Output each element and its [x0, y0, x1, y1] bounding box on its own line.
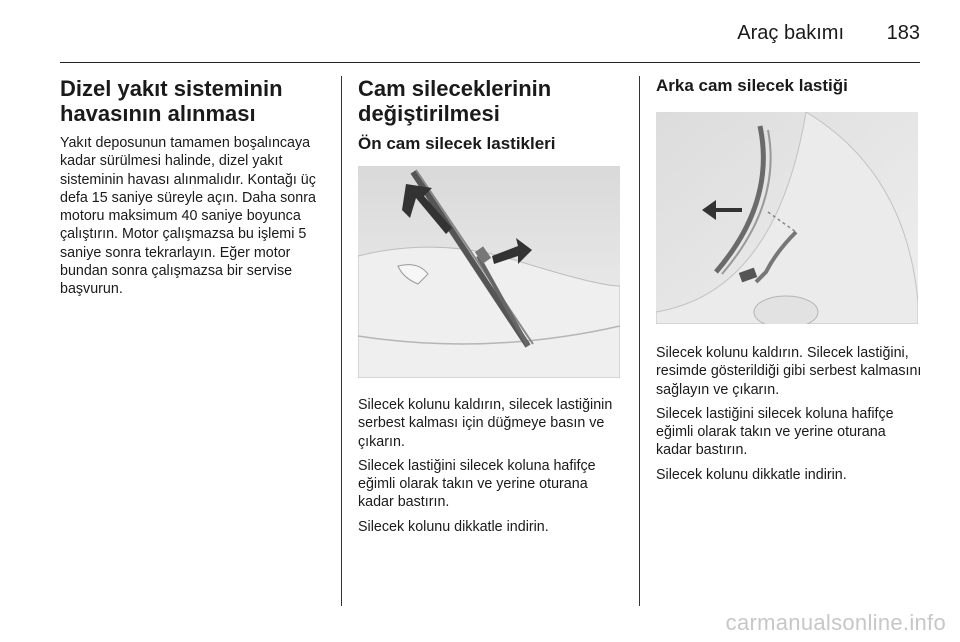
section-title: Araç bakımı: [737, 22, 844, 44]
rear-wiper-subheading: Arka cam silecek lastiği: [656, 76, 848, 95]
front-wiper-illustration-icon: [358, 166, 620, 378]
rear-wiper-illustration-icon: [656, 112, 918, 324]
front-wiper-step-1: Silecek kolunu kaldırın, silecek lastiğinin serbest kalması için düğmeye basın ve çıkarın.: [358, 397, 613, 450]
rear-wiper-figure: [656, 112, 918, 324]
column-divider: [639, 76, 640, 606]
front-wiper-subheading: Ön cam silecek lastikleri: [358, 134, 556, 153]
front-wiper-step-3: Silecek kolunu dikkatle indirin.: [358, 518, 549, 535]
rear-wiper-step-3: Silecek kolunu dikkatle indirin.: [656, 466, 847, 483]
diesel-paragraph: Yakıt deposunun tamamen boşalıncaya kadar sürülmesi halinde, dizel yakıt sisteminin havası alınmalıdır. Kontağı üç defa 15 saniye süreyle açın. Daha sonra motoru maksimum 40 saniye boyunca çalıştırın. Motor çalışmazsa bu işlemi 5 saniye sonra tekrarlayın. Eğer motor bundan sonra çalışmazsa bir servise başvurun.: [60, 135, 316, 298]
column-wiper-replacement: [358, 76, 624, 542]
column-rear-wiper: [656, 76, 922, 490]
diesel-heading: Dizel yakıt sisteminin havasının alınması: [60, 76, 283, 126]
page-header: [60, 16, 920, 63]
column-divider: [341, 76, 342, 606]
front-wiper-figure: [358, 166, 620, 378]
column-diesel-bleeding: [60, 76, 328, 305]
rear-wiper-step-1: Silecek kolunu kaldırın. Silecek lastiğini, resimde gösterildiği gibi serbest kalmasını sağlayın ve çıkarın.: [656, 345, 922, 398]
front-wiper-step-2: Silecek lastiğini silecek koluna hafifçe eğimli olarak takın ve yerine oturana kadar bastırın.: [358, 457, 596, 511]
wiper-heading: Cam sileceklerinin değiştirilmesi: [358, 76, 552, 126]
page-number: 183: [886, 22, 920, 44]
rear-wiper-step-2: Silecek lastiğini silecek koluna hafifçe eğimli olarak takın ve yerine oturana kadar bastırın.: [656, 405, 894, 459]
watermark: carmanualsonline.info: [725, 610, 946, 635]
